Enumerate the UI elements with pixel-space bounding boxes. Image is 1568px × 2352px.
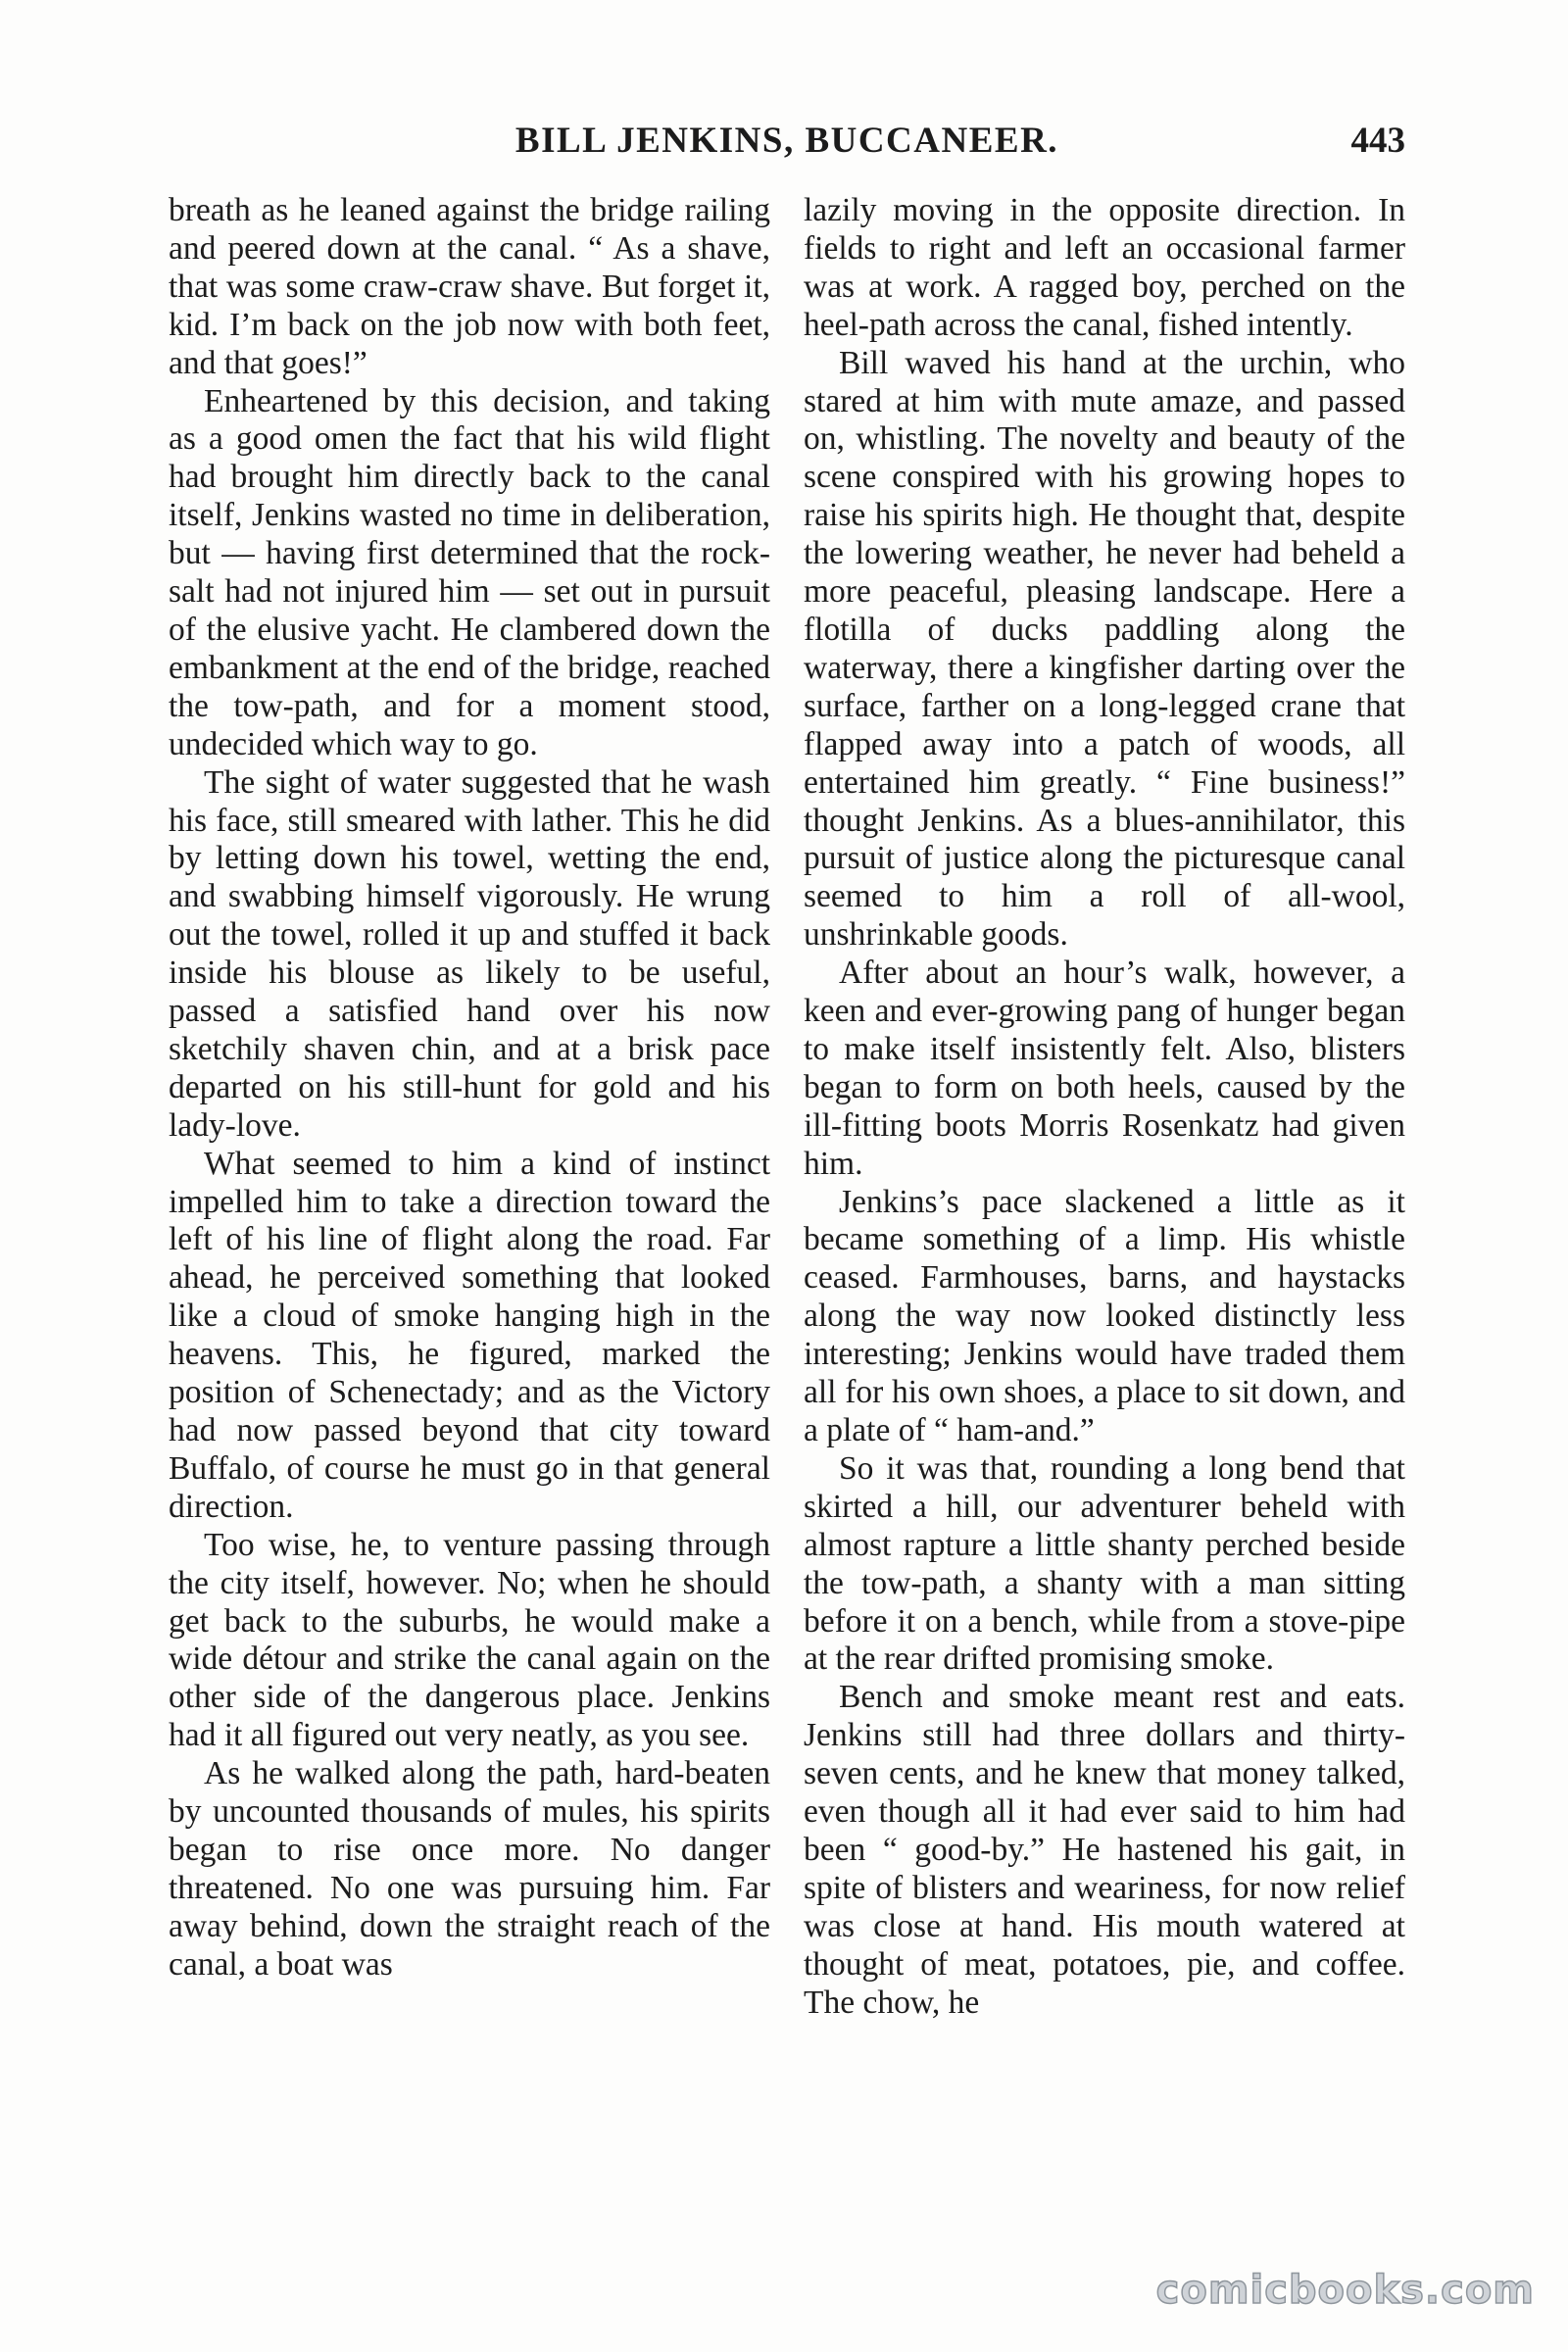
paragraph: Bench and smoke meant rest and eats. Jenkins still had three dollars and thirty-seven cents, and he knew that money talked, even though all it had ever said to him had been “ good-by.” He hastened his gait, in spite of blisters and weariness, for now relief was close at hand. His mouth watered at thought of meat, potatoes, pie, and coffee. The chow, he: [804, 1679, 1405, 2021]
right-column: [804, 192, 1405, 2023]
paragraph: Too wise, he, to venture passing through the city itself, however. No; when he should get back to the suburbs, he would make a wide détour and strike the canal again on the other side of the dangerous place. Jenkins had it all figured out very neatly, as you see.: [169, 1526, 770, 1754]
paragraph: Jenkins’s pace slackened a little as it became something of a limp. His whistle ceased. Farmhouses, barns, and haystacks along the way now looked distinctly less interesting; Jenkins would have traded them all for his own shoes, a place to sit down, and a plate of “ ham-and.”: [804, 1183, 1405, 1448]
running-header: [169, 120, 1405, 169]
paragraph: As he walked along the path, hard-beaten by uncounted thousands of mules, his spirits began to rise once more. No danger threatened. No one was pursuing him. Far away behind, down the straight reach of the canal, a boat was: [169, 1755, 770, 1983]
paragraph: Bill waved his hand at the urchin, who stared at him with mute amaze, and passed on, whistling. The novelty and beauty of the scene conspired with his growing hopes to raise his spirits high. He thought that, despite the lowering weather, he never had beheld a more peaceful, pleasing landscape. Here a flotilla of ducks paddling along the waterway, there a kingfisher darting over the surface, farther on a long-legged crane that flapped away into a patch of woods, all entertained him greatly. “ Fine business!” thought Jenkins. As a blues-annihilator, this pursuit of justice along the picturesque canal seemed to him a roll of all-wool, unshrinkable goods.: [804, 344, 1405, 954]
running-title: BILL JENKINS, BUCCANEER.: [514, 121, 1059, 161]
paragraph: After about an hour’s walk, however, a keen and ever-growing pang of hunger began to make itself insistently felt. Also, blisters began to form on both heels, caused by the ill-fitting boots Morris Rosenkatz had given him.: [804, 955, 1405, 1182]
paragraph: lazily moving in the opposite direction. In fields to right and left an occasional farmer was at work. A ragged boy, perched on the heel-path across the canal, fished intently.: [804, 192, 1405, 343]
paragraph: breath as he leaned against the bridge railing and peered down at the canal. “ As a shave, that was some craw-craw shave. But forget it, kid. I’m back on the job now with both feet, and that goes!”: [169, 192, 770, 381]
page-number: 443: [1350, 121, 1405, 161]
paragraph: What seemed to him a kind of instinct impelled him to take a direction toward the left of his line of flight along the road. Far ahead, he perceived something that looked like a cloud of smoke hanging high in the heavens. This, he figured, marked the position of Schenectady; and as the Victory had now passed beyond that city toward Buffalo, of course he must go in that general direction.: [169, 1145, 770, 1525]
paragraph: Enheartened by this decision, and taking as a good omen the fact that his wild flight had brought him directly back to the canal itself, Jenkins wasted no time in deliberation, but — having first determined that the rock-salt had not injured him — set out in pursuit of the elusive yacht. He clambered down the embankment at the end of the bridge, reached the tow-path, and for a moment stood, undecided which way to go.: [169, 382, 770, 762]
text-columns: [169, 192, 1405, 2181]
paragraph: So it was that, rounding a long bend that skirted a hill, our adventurer beheld with almost rapture a little shanty perched beside the tow-path, a shanty with a man sitting before it on a bench, while from a stove-pipe at the rear drifted promising smoke.: [804, 1449, 1405, 1678]
left-column: [169, 192, 770, 1984]
site-watermark: comicbooks.com: [1155, 2268, 1535, 2313]
paragraph: The sight of water suggested that he wash his face, still smeared with lather. This he did by letting down his towel, wetting the end, and swabbing himself vigorously. He wrung out the towel, rolled it up and stuffed it back inside his blouse as likely to be useful, passed a satisfied hand over his now sketchily shaven chin, and at a brisk pace departed on his still-hunt for gold and his lady-love.: [169, 763, 770, 1144]
